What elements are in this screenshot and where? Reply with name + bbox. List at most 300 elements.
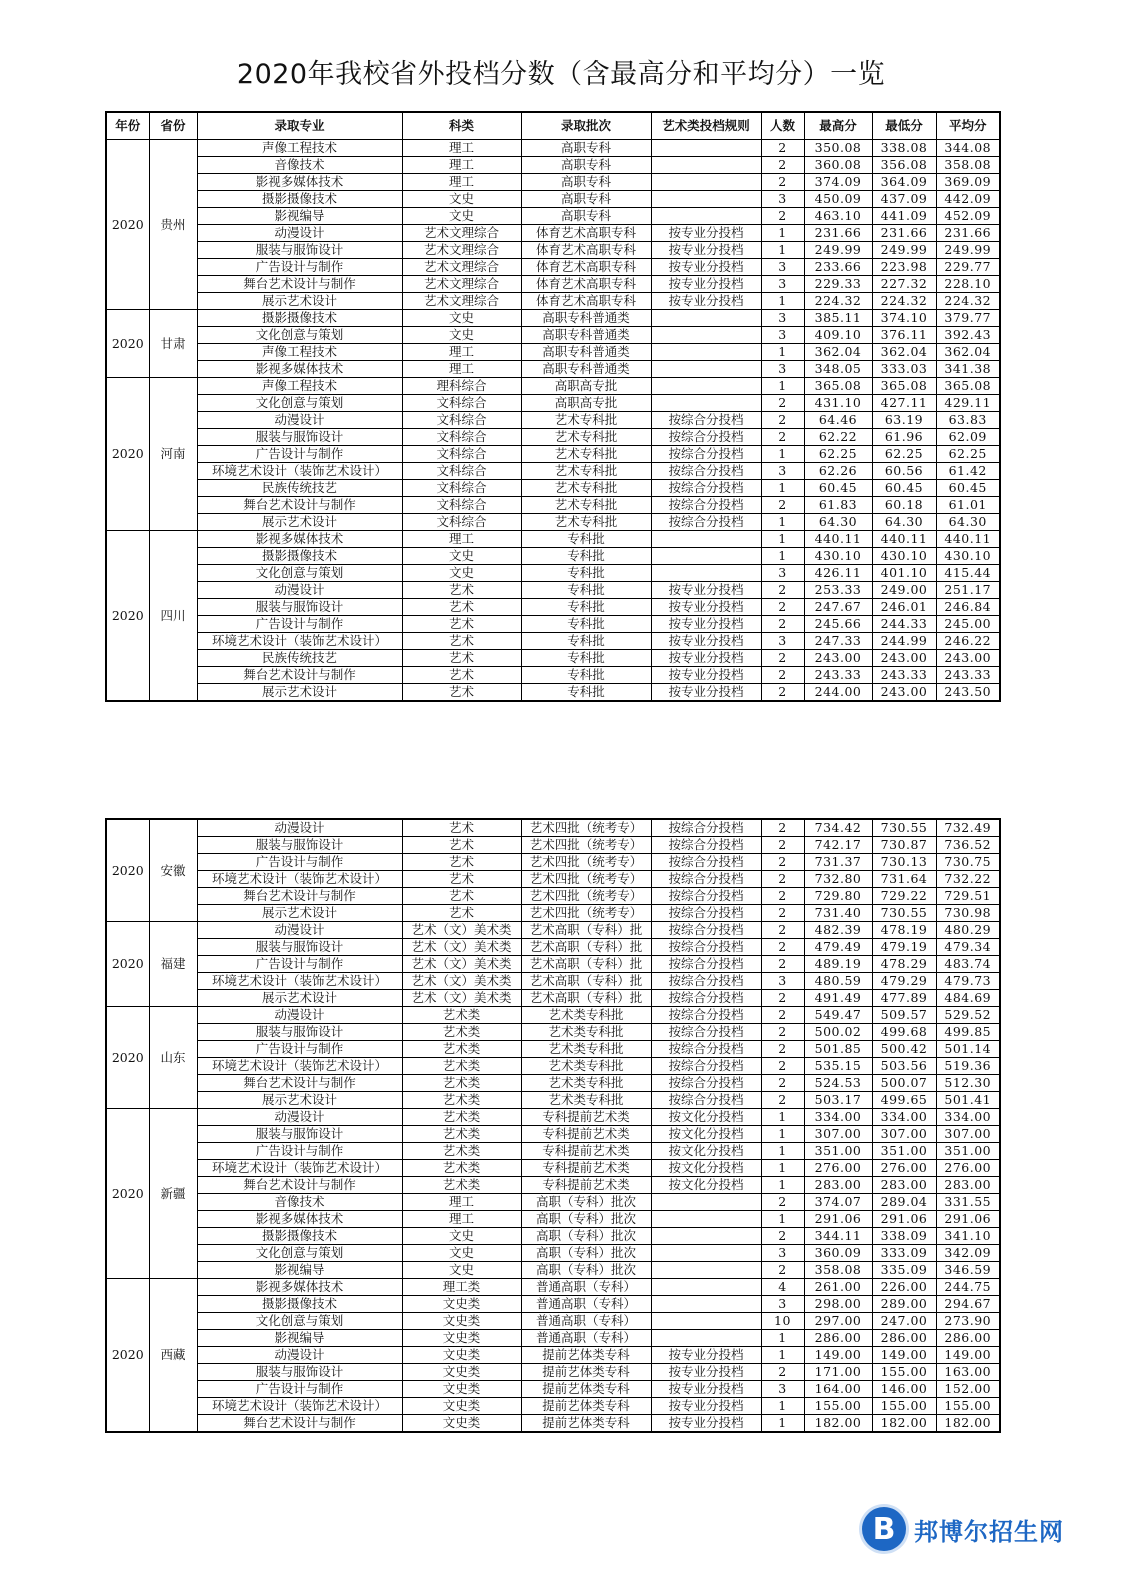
min-score-cell: 478.29: [872, 956, 936, 973]
art-rule-cell: 按综合分投档: [651, 1075, 761, 1092]
batch-cell: 艺术高职（专科）批: [521, 939, 651, 956]
min-score-cell: 289.00: [872, 1296, 936, 1313]
category-cell: 艺术（文）美术类: [402, 939, 521, 956]
category-cell: 文史类: [402, 1296, 521, 1313]
art-rule-cell: [651, 378, 761, 395]
avg-score-cell: 276.00: [936, 1160, 1000, 1177]
batch-cell: 艺术专科批: [521, 497, 651, 514]
min-score-cell: 374.10: [872, 310, 936, 327]
max-score-cell: 182.00: [804, 1415, 872, 1433]
category-cell: 艺术（文）美术类: [402, 922, 521, 939]
art-rule-cell: 按综合分投档: [651, 1092, 761, 1109]
art-rule-cell: 按专业分投档: [651, 1415, 761, 1433]
avg-score-cell: 483.74: [936, 956, 1000, 973]
art-rule-cell: 按专业分投档: [651, 633, 761, 650]
avg-score-cell: 283.00: [936, 1177, 1000, 1194]
category-cell: 艺术文理综合: [402, 259, 521, 276]
table-row: [106, 973, 1000, 990]
table-row: [106, 157, 1000, 174]
batch-cell: 专科批: [521, 548, 651, 565]
category-cell: 艺术: [402, 888, 521, 905]
avg-score-cell: 440.11: [936, 531, 1000, 548]
max-score-cell: 298.00: [804, 1296, 872, 1313]
major-cell: 服装与服饰设计: [197, 1126, 402, 1143]
avg-score-cell: 245.00: [936, 616, 1000, 633]
max-score-cell: 358.08: [804, 1262, 872, 1279]
category-cell: 文史: [402, 548, 521, 565]
batch-cell: 高职（专科）批次: [521, 1228, 651, 1245]
batch-cell: 专科批: [521, 650, 651, 667]
max-score-cell: 244.00: [804, 684, 872, 702]
art-rule-cell: 按专业分投档: [651, 667, 761, 684]
art-rule-cell: 按专业分投档: [651, 1381, 761, 1398]
max-score-cell: 535.15: [804, 1058, 872, 1075]
avg-score-cell: 182.00: [936, 1415, 1000, 1433]
category-cell: 艺术: [402, 667, 521, 684]
avg-score-cell: 224.32: [936, 293, 1000, 310]
batch-cell: 艺术专科批: [521, 463, 651, 480]
count-cell: 3: [761, 633, 804, 650]
min-score-cell: 333.03: [872, 361, 936, 378]
category-cell: 理工: [402, 140, 521, 157]
avg-score-cell: 307.00: [936, 1126, 1000, 1143]
table-row: [106, 854, 1000, 871]
avg-score-cell: 484.69: [936, 990, 1000, 1007]
category-cell: 文史类: [402, 1330, 521, 1347]
min-score-cell: 335.09: [872, 1262, 936, 1279]
major-cell: 音像技术: [197, 1194, 402, 1211]
max-score-cell: 344.11: [804, 1228, 872, 1245]
category-cell: 艺术: [402, 854, 521, 871]
major-cell: 摄影摄像技术: [197, 548, 402, 565]
major-cell: 服装与服饰设计: [197, 599, 402, 616]
count-cell: 1: [761, 1398, 804, 1415]
batch-cell: 提前艺体类专科: [521, 1398, 651, 1415]
table-row: [106, 395, 1000, 412]
min-score-cell: 364.09: [872, 174, 936, 191]
major-cell: 广告设计与制作: [197, 854, 402, 871]
min-score-cell: 479.19: [872, 939, 936, 956]
major-cell: 动漫设计: [197, 225, 402, 242]
avg-score-cell: 64.30: [936, 514, 1000, 531]
count-cell: 1: [761, 1211, 804, 1228]
table-row: [106, 1160, 1000, 1177]
min-score-cell: 731.64: [872, 871, 936, 888]
table-row: [106, 480, 1000, 497]
count-cell: 4: [761, 1279, 804, 1296]
art-rule-cell: 按综合分投档: [651, 480, 761, 497]
max-score-cell: 297.00: [804, 1313, 872, 1330]
avg-score-cell: 346.59: [936, 1262, 1000, 1279]
avg-score-cell: 244.75: [936, 1279, 1000, 1296]
batch-cell: 高职（专科）批次: [521, 1245, 651, 1262]
category-cell: 文史: [402, 191, 521, 208]
province-cell: 福建: [149, 922, 197, 1007]
art-rule-cell: 按专业分投档: [651, 599, 761, 616]
province-cell: 安徽: [149, 819, 197, 922]
batch-cell: 专科提前艺术类: [521, 1143, 651, 1160]
major-cell: 民族传统技艺: [197, 480, 402, 497]
major-cell: 服装与服饰设计: [197, 1364, 402, 1381]
batch-cell: 专科批: [521, 565, 651, 582]
category-cell: 文史: [402, 1228, 521, 1245]
min-score-cell: 500.07: [872, 1075, 936, 1092]
count-cell: 2: [761, 1058, 804, 1075]
table-row: [106, 378, 1000, 395]
category-cell: 艺术类: [402, 1143, 521, 1160]
count-cell: 2: [761, 854, 804, 871]
category-cell: 艺术类: [402, 1109, 521, 1126]
batch-cell: 普通高职（专科）: [521, 1296, 651, 1313]
table-row: [106, 837, 1000, 854]
max-score-cell: 351.00: [804, 1143, 872, 1160]
min-score-cell: 61.96: [872, 429, 936, 446]
category-cell: 艺术（文）美术类: [402, 990, 521, 1007]
major-cell: 舞台艺术设计与制作: [197, 1177, 402, 1194]
min-score-cell: 60.45: [872, 480, 936, 497]
avg-score-cell: 512.30: [936, 1075, 1000, 1092]
max-score-cell: 224.32: [804, 293, 872, 310]
avg-score-cell: 365.08: [936, 378, 1000, 395]
category-cell: 理工: [402, 174, 521, 191]
batch-cell: 艺术类专科批: [521, 1092, 651, 1109]
max-score-cell: 62.26: [804, 463, 872, 480]
major-cell: 展示艺术设计: [197, 514, 402, 531]
batch-cell: 提前艺体类专科: [521, 1347, 651, 1364]
category-cell: 文科综合: [402, 480, 521, 497]
count-cell: 2: [761, 871, 804, 888]
avg-score-cell: 358.08: [936, 157, 1000, 174]
count-cell: 3: [761, 259, 804, 276]
min-score-cell: 437.09: [872, 191, 936, 208]
min-score-cell: 60.56: [872, 463, 936, 480]
max-score-cell: 409.10: [804, 327, 872, 344]
major-cell: 音像技术: [197, 157, 402, 174]
max-score-cell: 360.08: [804, 157, 872, 174]
year-cell: 2020: [106, 1109, 149, 1279]
count-cell: 2: [761, 650, 804, 667]
table-row: [106, 1262, 1000, 1279]
category-cell: 艺术: [402, 871, 521, 888]
major-cell: 影视多媒体技术: [197, 531, 402, 548]
major-cell: 舞台艺术设计与制作: [197, 1415, 402, 1433]
avg-score-cell: 294.67: [936, 1296, 1000, 1313]
art-rule-cell: 按文化分投档: [651, 1109, 761, 1126]
year-cell: 2020: [106, 531, 149, 702]
major-cell: 影视多媒体技术: [197, 1211, 402, 1228]
table-row: [106, 1177, 1000, 1194]
category-cell: 文史类: [402, 1364, 521, 1381]
max-score-cell: 229.33: [804, 276, 872, 293]
count-cell: 2: [761, 1364, 804, 1381]
max-score-cell: 463.10: [804, 208, 872, 225]
category-cell: 文科综合: [402, 412, 521, 429]
major-cell: 影视编导: [197, 208, 402, 225]
column-header: 最低分: [872, 112, 936, 140]
max-score-cell: 348.05: [804, 361, 872, 378]
batch-cell: 高职专科普通类: [521, 310, 651, 327]
max-score-cell: 450.09: [804, 191, 872, 208]
avg-score-cell: 163.00: [936, 1364, 1000, 1381]
min-score-cell: 509.57: [872, 1007, 936, 1024]
category-cell: 艺术文理综合: [402, 276, 521, 293]
min-score-cell: 307.00: [872, 1126, 936, 1143]
min-score-cell: 247.00: [872, 1313, 936, 1330]
count-cell: 1: [761, 1160, 804, 1177]
count-cell: 1: [761, 1330, 804, 1347]
count-cell: 2: [761, 599, 804, 616]
table-row: [106, 1075, 1000, 1092]
min-score-cell: 427.11: [872, 395, 936, 412]
major-cell: 声像工程技术: [197, 378, 402, 395]
batch-cell: 高职专科: [521, 140, 651, 157]
count-cell: 1: [761, 1126, 804, 1143]
min-score-cell: 146.00: [872, 1381, 936, 1398]
avg-score-cell: 60.45: [936, 480, 1000, 497]
category-cell: 理工: [402, 361, 521, 378]
category-cell: 艺术类: [402, 1160, 521, 1177]
table-row: [106, 599, 1000, 616]
table-row: [106, 939, 1000, 956]
batch-cell: 专科批: [521, 582, 651, 599]
avg-score-cell: 499.85: [936, 1024, 1000, 1041]
avg-score-cell: 732.49: [936, 819, 1000, 837]
table-row: [106, 1347, 1000, 1364]
table-row: [106, 819, 1000, 837]
count-cell: 2: [761, 412, 804, 429]
count-cell: 2: [761, 905, 804, 922]
site-watermark: [862, 1506, 1064, 1552]
table-row: [106, 225, 1000, 242]
avg-score-cell: 228.10: [936, 276, 1000, 293]
batch-cell: 艺术专科批: [521, 429, 651, 446]
category-cell: 艺术: [402, 582, 521, 599]
category-cell: 艺术: [402, 837, 521, 854]
min-score-cell: 243.00: [872, 684, 936, 702]
min-score-cell: 231.66: [872, 225, 936, 242]
art-rule-cell: 按专业分投档: [651, 225, 761, 242]
major-cell: 环境艺术设计（装饰艺术设计）: [197, 1398, 402, 1415]
category-cell: 艺术: [402, 905, 521, 922]
major-cell: 广告设计与制作: [197, 1041, 402, 1058]
max-score-cell: 489.19: [804, 956, 872, 973]
batch-cell: 体育艺术高职专科: [521, 276, 651, 293]
category-cell: 艺术类: [402, 1092, 521, 1109]
table-row: [106, 922, 1000, 939]
min-score-cell: 149.00: [872, 1347, 936, 1364]
min-score-cell: 499.65: [872, 1092, 936, 1109]
art-rule-cell: [651, 1211, 761, 1228]
max-score-cell: 734.42: [804, 819, 872, 837]
min-score-cell: 499.68: [872, 1024, 936, 1041]
batch-cell: 提前艺体类专科: [521, 1415, 651, 1433]
min-score-cell: 730.55: [872, 819, 936, 837]
max-score-cell: 503.17: [804, 1092, 872, 1109]
batch-cell: 专科批: [521, 531, 651, 548]
count-cell: 2: [761, 819, 804, 837]
table-row: [106, 310, 1000, 327]
max-score-cell: 61.83: [804, 497, 872, 514]
max-score-cell: 231.66: [804, 225, 872, 242]
max-score-cell: 742.17: [804, 837, 872, 854]
batch-cell: 高职专科普通类: [521, 361, 651, 378]
count-cell: 2: [761, 1024, 804, 1041]
count-cell: 3: [761, 565, 804, 582]
province-cell: 山东: [149, 1007, 197, 1109]
table-row: [106, 1092, 1000, 1109]
max-score-cell: 374.09: [804, 174, 872, 191]
avg-score-cell: 229.77: [936, 259, 1000, 276]
count-cell: 2: [761, 922, 804, 939]
brand-name: 邦博尔招生网: [914, 1517, 1064, 1546]
max-score-cell: 365.08: [804, 378, 872, 395]
avg-score-cell: 730.75: [936, 854, 1000, 871]
min-score-cell: 64.30: [872, 514, 936, 531]
avg-score-cell: 331.55: [936, 1194, 1000, 1211]
table-row: [106, 1364, 1000, 1381]
avg-score-cell: 452.09: [936, 208, 1000, 225]
major-cell: 展示艺术设计: [197, 990, 402, 1007]
min-score-cell: 338.09: [872, 1228, 936, 1245]
batch-cell: 高职专科: [521, 208, 651, 225]
category-cell: 理科综合: [402, 378, 521, 395]
avg-score-cell: 430.10: [936, 548, 1000, 565]
art-rule-cell: [651, 1279, 761, 1296]
min-score-cell: 730.87: [872, 837, 936, 854]
table-row: [106, 1211, 1000, 1228]
art-rule-cell: 按综合分投档: [651, 888, 761, 905]
batch-cell: 专科批: [521, 633, 651, 650]
batch-cell: 专科批: [521, 599, 651, 616]
batch-cell: 体育艺术高职专科: [521, 225, 651, 242]
art-rule-cell: 按综合分投档: [651, 819, 761, 837]
max-score-cell: 149.00: [804, 1347, 872, 1364]
batch-cell: 普通高职（专科）: [521, 1330, 651, 1347]
avg-score-cell: 480.29: [936, 922, 1000, 939]
major-cell: 摄影摄像技术: [197, 191, 402, 208]
art-rule-cell: 按专业分投档: [651, 650, 761, 667]
avg-score-cell: 392.43: [936, 327, 1000, 344]
batch-cell: 高职（专科）批次: [521, 1194, 651, 1211]
avg-score-cell: 62.25: [936, 446, 1000, 463]
batch-cell: 艺术专科批: [521, 446, 651, 463]
avg-score-cell: 362.04: [936, 344, 1000, 361]
major-cell: 服装与服饰设计: [197, 242, 402, 259]
major-cell: 展示艺术设计: [197, 293, 402, 310]
art-rule-cell: 按综合分投档: [651, 429, 761, 446]
min-score-cell: 376.11: [872, 327, 936, 344]
major-cell: 声像工程技术: [197, 140, 402, 157]
major-cell: 广告设计与制作: [197, 259, 402, 276]
count-cell: 10: [761, 1313, 804, 1330]
batch-cell: 艺术类专科批: [521, 1075, 651, 1092]
avg-score-cell: 61.01: [936, 497, 1000, 514]
column-header: 录取批次: [521, 112, 651, 140]
avg-score-cell: 243.50: [936, 684, 1000, 702]
category-cell: 文史: [402, 310, 521, 327]
column-header: 省份: [149, 112, 197, 140]
category-cell: 文科综合: [402, 463, 521, 480]
avg-score-cell: 501.41: [936, 1092, 1000, 1109]
max-score-cell: 261.00: [804, 1279, 872, 1296]
category-cell: 艺术文理综合: [402, 293, 521, 310]
category-cell: 文史: [402, 1245, 521, 1262]
batch-cell: 专科提前艺术类: [521, 1177, 651, 1194]
count-cell: 2: [761, 667, 804, 684]
avg-score-cell: 415.44: [936, 565, 1000, 582]
table-row: [106, 1194, 1000, 1211]
major-cell: 文化创意与策划: [197, 1245, 402, 1262]
art-rule-cell: [651, 1245, 761, 1262]
min-score-cell: 226.00: [872, 1279, 936, 1296]
max-score-cell: 480.59: [804, 973, 872, 990]
art-rule-cell: [651, 327, 761, 344]
major-cell: 舞台艺术设计与制作: [197, 1075, 402, 1092]
province-cell: 甘肃: [149, 310, 197, 378]
min-score-cell: 351.00: [872, 1143, 936, 1160]
count-cell: 2: [761, 208, 804, 225]
art-rule-cell: [651, 191, 761, 208]
batch-cell: 普通高职（专科）: [521, 1313, 651, 1330]
max-score-cell: 243.33: [804, 667, 872, 684]
batch-cell: 艺术四批（统考专）: [521, 837, 651, 854]
major-cell: 环境艺术设计（装饰艺术设计）: [197, 871, 402, 888]
min-score-cell: 503.56: [872, 1058, 936, 1075]
min-score-cell: 291.06: [872, 1211, 936, 1228]
count-cell: 1: [761, 242, 804, 259]
table-row: [106, 871, 1000, 888]
major-cell: 广告设计与制作: [197, 446, 402, 463]
avg-score-cell: 246.22: [936, 633, 1000, 650]
table-row: [106, 446, 1000, 463]
art-rule-cell: 按专业分投档: [651, 259, 761, 276]
count-cell: 2: [761, 1262, 804, 1279]
major-cell: 环境艺术设计（装饰艺术设计）: [197, 633, 402, 650]
count-cell: 2: [761, 888, 804, 905]
min-score-cell: 440.11: [872, 531, 936, 548]
art-rule-cell: 按综合分投档: [651, 939, 761, 956]
category-cell: 文史类: [402, 1398, 521, 1415]
art-rule-cell: 按综合分投档: [651, 463, 761, 480]
min-score-cell: 362.04: [872, 344, 936, 361]
table-row: [106, 1415, 1000, 1433]
avg-score-cell: 243.00: [936, 650, 1000, 667]
major-cell: 动漫设计: [197, 922, 402, 939]
art-rule-cell: 按专业分投档: [651, 684, 761, 702]
table-row: [106, 1228, 1000, 1245]
art-rule-cell: 按综合分投档: [651, 446, 761, 463]
category-cell: 理工: [402, 1211, 521, 1228]
batch-cell: 提前艺体类专科: [521, 1381, 651, 1398]
avg-score-cell: 249.99: [936, 242, 1000, 259]
max-score-cell: 500.02: [804, 1024, 872, 1041]
avg-score-cell: 369.09: [936, 174, 1000, 191]
min-score-cell: 334.00: [872, 1109, 936, 1126]
art-rule-cell: 按文化分投档: [651, 1160, 761, 1177]
max-score-cell: 549.47: [804, 1007, 872, 1024]
batch-cell: 艺术类专科批: [521, 1007, 651, 1024]
art-rule-cell: 按专业分投档: [651, 293, 761, 310]
min-score-cell: 479.29: [872, 973, 936, 990]
column-header: 平均分: [936, 112, 1000, 140]
major-cell: 展示艺术设计: [197, 684, 402, 702]
avg-score-cell: 429.11: [936, 395, 1000, 412]
major-cell: 动漫设计: [197, 1007, 402, 1024]
major-cell: 展示艺术设计: [197, 905, 402, 922]
art-rule-cell: 按综合分投档: [651, 412, 761, 429]
column-header: 艺术类投档规则: [651, 112, 761, 140]
table-row: [106, 1296, 1000, 1313]
